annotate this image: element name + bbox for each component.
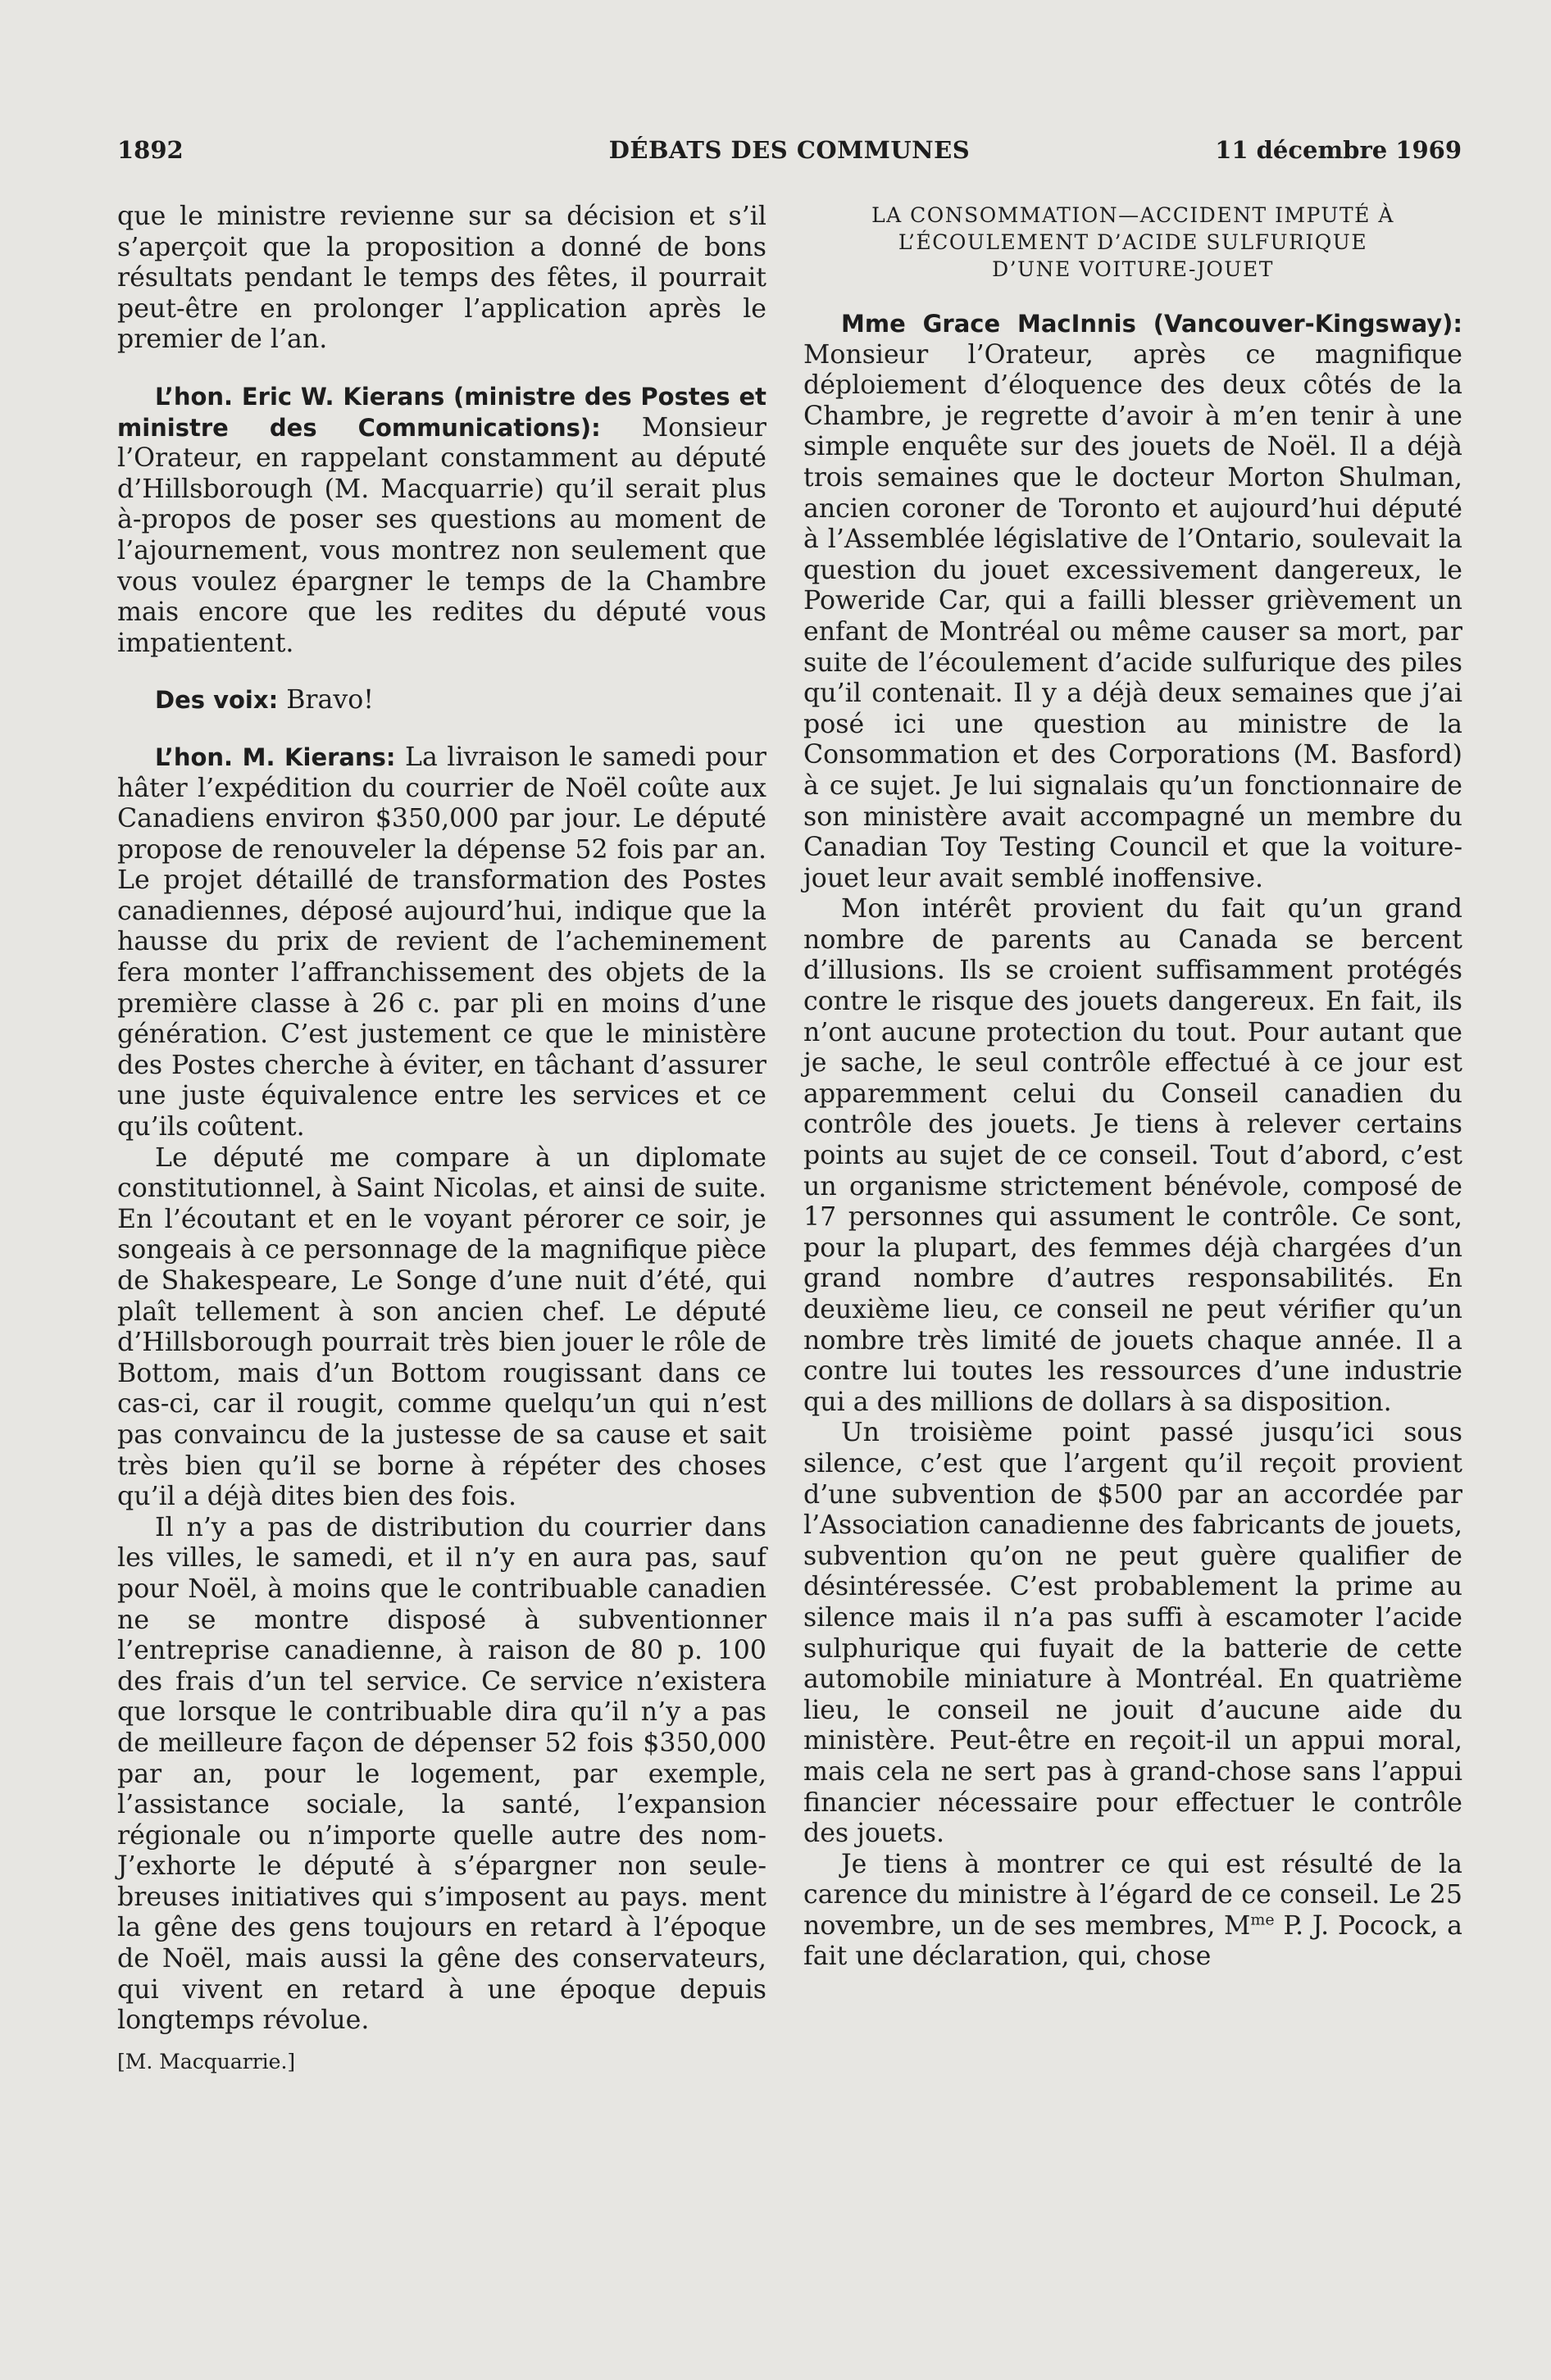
page-header-date: 11 décembre 1969 xyxy=(1215,136,1462,164)
left-column xyxy=(117,202,766,2076)
paragraph: que le ministre revienne sur sa décision et s’il s’aperçoit que la proposition a donné de bons résultats pendant le temps des fêtes, il pourrait peut-être en prolonger l’application après le premier de l’an. xyxy=(117,202,766,355)
section-heading-line: D’UNE VOITURE-JOUET xyxy=(992,257,1274,281)
paragraph: Mon intérêt provient du fait qu’un grand nombre de parents au Canada se bercent d’illusions. Ils se croient suffisamment protégés contre le risque des jouets dangereux. En fait, ils n’ont aucune protection du tout. Pour autant que je sache, le seul contrôle effectué à ce jour est apparemment celui du Conseil canadien du contrôle des jouets. Je tiens à relever certains points au sujet de ce conseil. Tout d’abord, c’est un organisme strictement bénévole, composé de 17 personnes qui assument le contrôle. Ce sont, pour la plupart, des femmes déjà chargées d’un grand nombre d’autres responsabilités. En deuxième lieu, ce conseil ne peut vérifier qu’un nombre très limité de jouets chaque année. Il a contre lui toutes les ressources d’une industrie qui a des millions de dollars à sa disposition. xyxy=(803,894,1462,1417)
speaker-name: L’hon. M. Kierans: xyxy=(155,743,396,771)
page-header xyxy=(117,136,1462,177)
speech-text: Monsieur l’Orateur, après ce magnifique déploiement d’éloquence des deux côtés de la Chambre, je regrette d’avoir à m’en tenir à une simple enquête sur des jouets de Noël. Il a déjà trois semaines que le docteur Morton Shulman, ancien coroner de Toronto et aujourd’hui député à l’Assemblée législative de l’Ontario, soulevait la question du jouet excessivement dangereux, le Poweride Car, qui a failli blesser grièvement un enfant de Montréal ou même causer sa mort, par suite de l’écoulement d’acide sulfurique des piles qu’il contenait. Il y a déjà deux semaines que j’ai posé ici une question au ministre de la Consommation et des Corporations (M. Basford) à ce sujet. Je lui signalais qu’un fonctionnaire de son ministère avait accompagné un membre du Canadian Toy Testing Council et que la voiture-jouet leur avait semblé inoffensive. xyxy=(803,339,1462,893)
speech-macinnis xyxy=(803,309,1462,894)
speech-voices xyxy=(117,685,766,716)
text: P. J. Pocock, a fait une déclaration, qui, chose xyxy=(803,1910,1462,1972)
speech-kierans-2 xyxy=(117,743,766,1143)
text: Je tiens à montrer ce qui est résulté de la carence du ministre à l’égard de ce conseil. Le 25 novembre, un de ses membres, M xyxy=(803,1849,1462,1941)
page-header-title: DÉBATS DES COMMUNES xyxy=(608,136,971,164)
speaker-footnote: [M. Macquarrie.] xyxy=(117,2049,296,2073)
section-heading xyxy=(803,202,1462,283)
paragraph: Le député me compare à un diplomate constitutionnel, à Saint Nicolas, et ainsi de suite. En l’écoutant et en le voyant pérorer ce soir, je songeais à ce personnage de la magnifique pièce de Shakespeare, Le Songe d’une nuit d’été, qui plaît tellement à son ancien chef. Le député d’Hillsborough pourrait très bien jouer le rôle de Bottom, mais d’un Bottom rougissant dans ce cas-ci, car il rougit, comme quelqu’un qui n’est pas convaincu de la justesse de sa cause et sait très bien qu’il se borne à répéter des choses qu’il a déjà dites bien des fois. xyxy=(117,1142,766,1512)
superscript: me xyxy=(1250,1910,1275,1929)
speaker-name: Des voix: xyxy=(155,686,279,715)
section-heading-line: LA CONSOMMATION—ACCIDENT IMPUTÉ À xyxy=(871,203,1394,227)
speech-text: La livraison le samedi pour hâter l’expédition du courrier de Noël coûte aux Canadiens environ $350,000 par jour. Le député propose de renouveler la dépense 52 fois par an. Le projet détaillé de transformation des Postes canadiennes, déposé aujourd’hui, indique que la hausse du prix de revient de l’acheminement fera monter l’affranchissement des objets de la première classe à 26 c. par pli en moins d’une génération. C’est justement ce que le ministère des Postes cherche à éviter, en tâchant d’assurer une juste équivalence entre les services et ce qu’ils coûtent. xyxy=(117,742,766,1142)
speech-text: Monsieur l’Orateur, en rappelant constamment au député d’Hillsborough (M. Macquarrie) qu’il serait plus à-propos de poser ses questions au moment de l’ajournement, vous montrez non seulement que vous voulez épargner le temps de la Chambre mais encore que les redites du député vous impatientent. xyxy=(117,412,766,658)
section-heading-line: L’ÉCOULEMENT D’ACIDE SULFURIQUE xyxy=(898,230,1368,254)
paragraph xyxy=(803,1850,1462,1973)
speech-kierans xyxy=(117,382,766,659)
page-number: 1892 xyxy=(117,136,184,164)
right-column xyxy=(803,202,1462,1973)
speaker-name: L’hon. Eric W. Kierans (ministre des Postes et ministre des Communications): xyxy=(117,382,766,442)
speaker-name: Mme Grace MacInnis (Vancouver-Kingsway): xyxy=(841,310,1462,338)
paragraph: Un troisième point passé jusqu’ici sous silence, c’est que l’argent qu’il reçoit provient d’une subvention de $500 par an accordée par l’Association canadienne des fabricants de jouets, subvention qu’on ne peut guère qualifier de désintéressée. C’est probablement la prime au silence mais il n’a pas suffi à escamoter l’acide sulphurique qui fuyait de la batterie de cette automobile miniature à Montréal. En quatrième lieu, le conseil ne jouit d’aucune aide du ministère. Peut-être en reçoit-il un appui moral, mais cela ne sert pas à grand-chose sans l’appui financier nécessaire pour effectuer le contrôle des jouets. xyxy=(803,1418,1462,1849)
speech-text: Bravo! xyxy=(278,685,374,715)
paragraph: Il n’y a pas de distribution du courrier dans les villes, le samedi, et il n’y en aura pas, sauf pour Noël, à moins que le contribuable canadien ne se montre disposé à subventionner l’entreprise canadienne, à raison de 80 p. 100 des frais d’un tel service. Ce service n’existera que lorsque le contribuable dira qu’il n’y a pas de meilleure façon de dépenser 52 fois $350,000 par an, pour le logement, par exemple, l’assistance sociale, la santé, l’expansion régionale ou n’importe quelle autre des nom- J’exhorte le député à s’épargner non seule- breuses initiatives qui s’imposent au pays. ment la gêne des gens toujours en retard à l’époque de Noël, mais aussi la gêne des conservateurs, qui vivent en retard à une époque depuis longtemps révolue. xyxy=(117,1512,766,2036)
